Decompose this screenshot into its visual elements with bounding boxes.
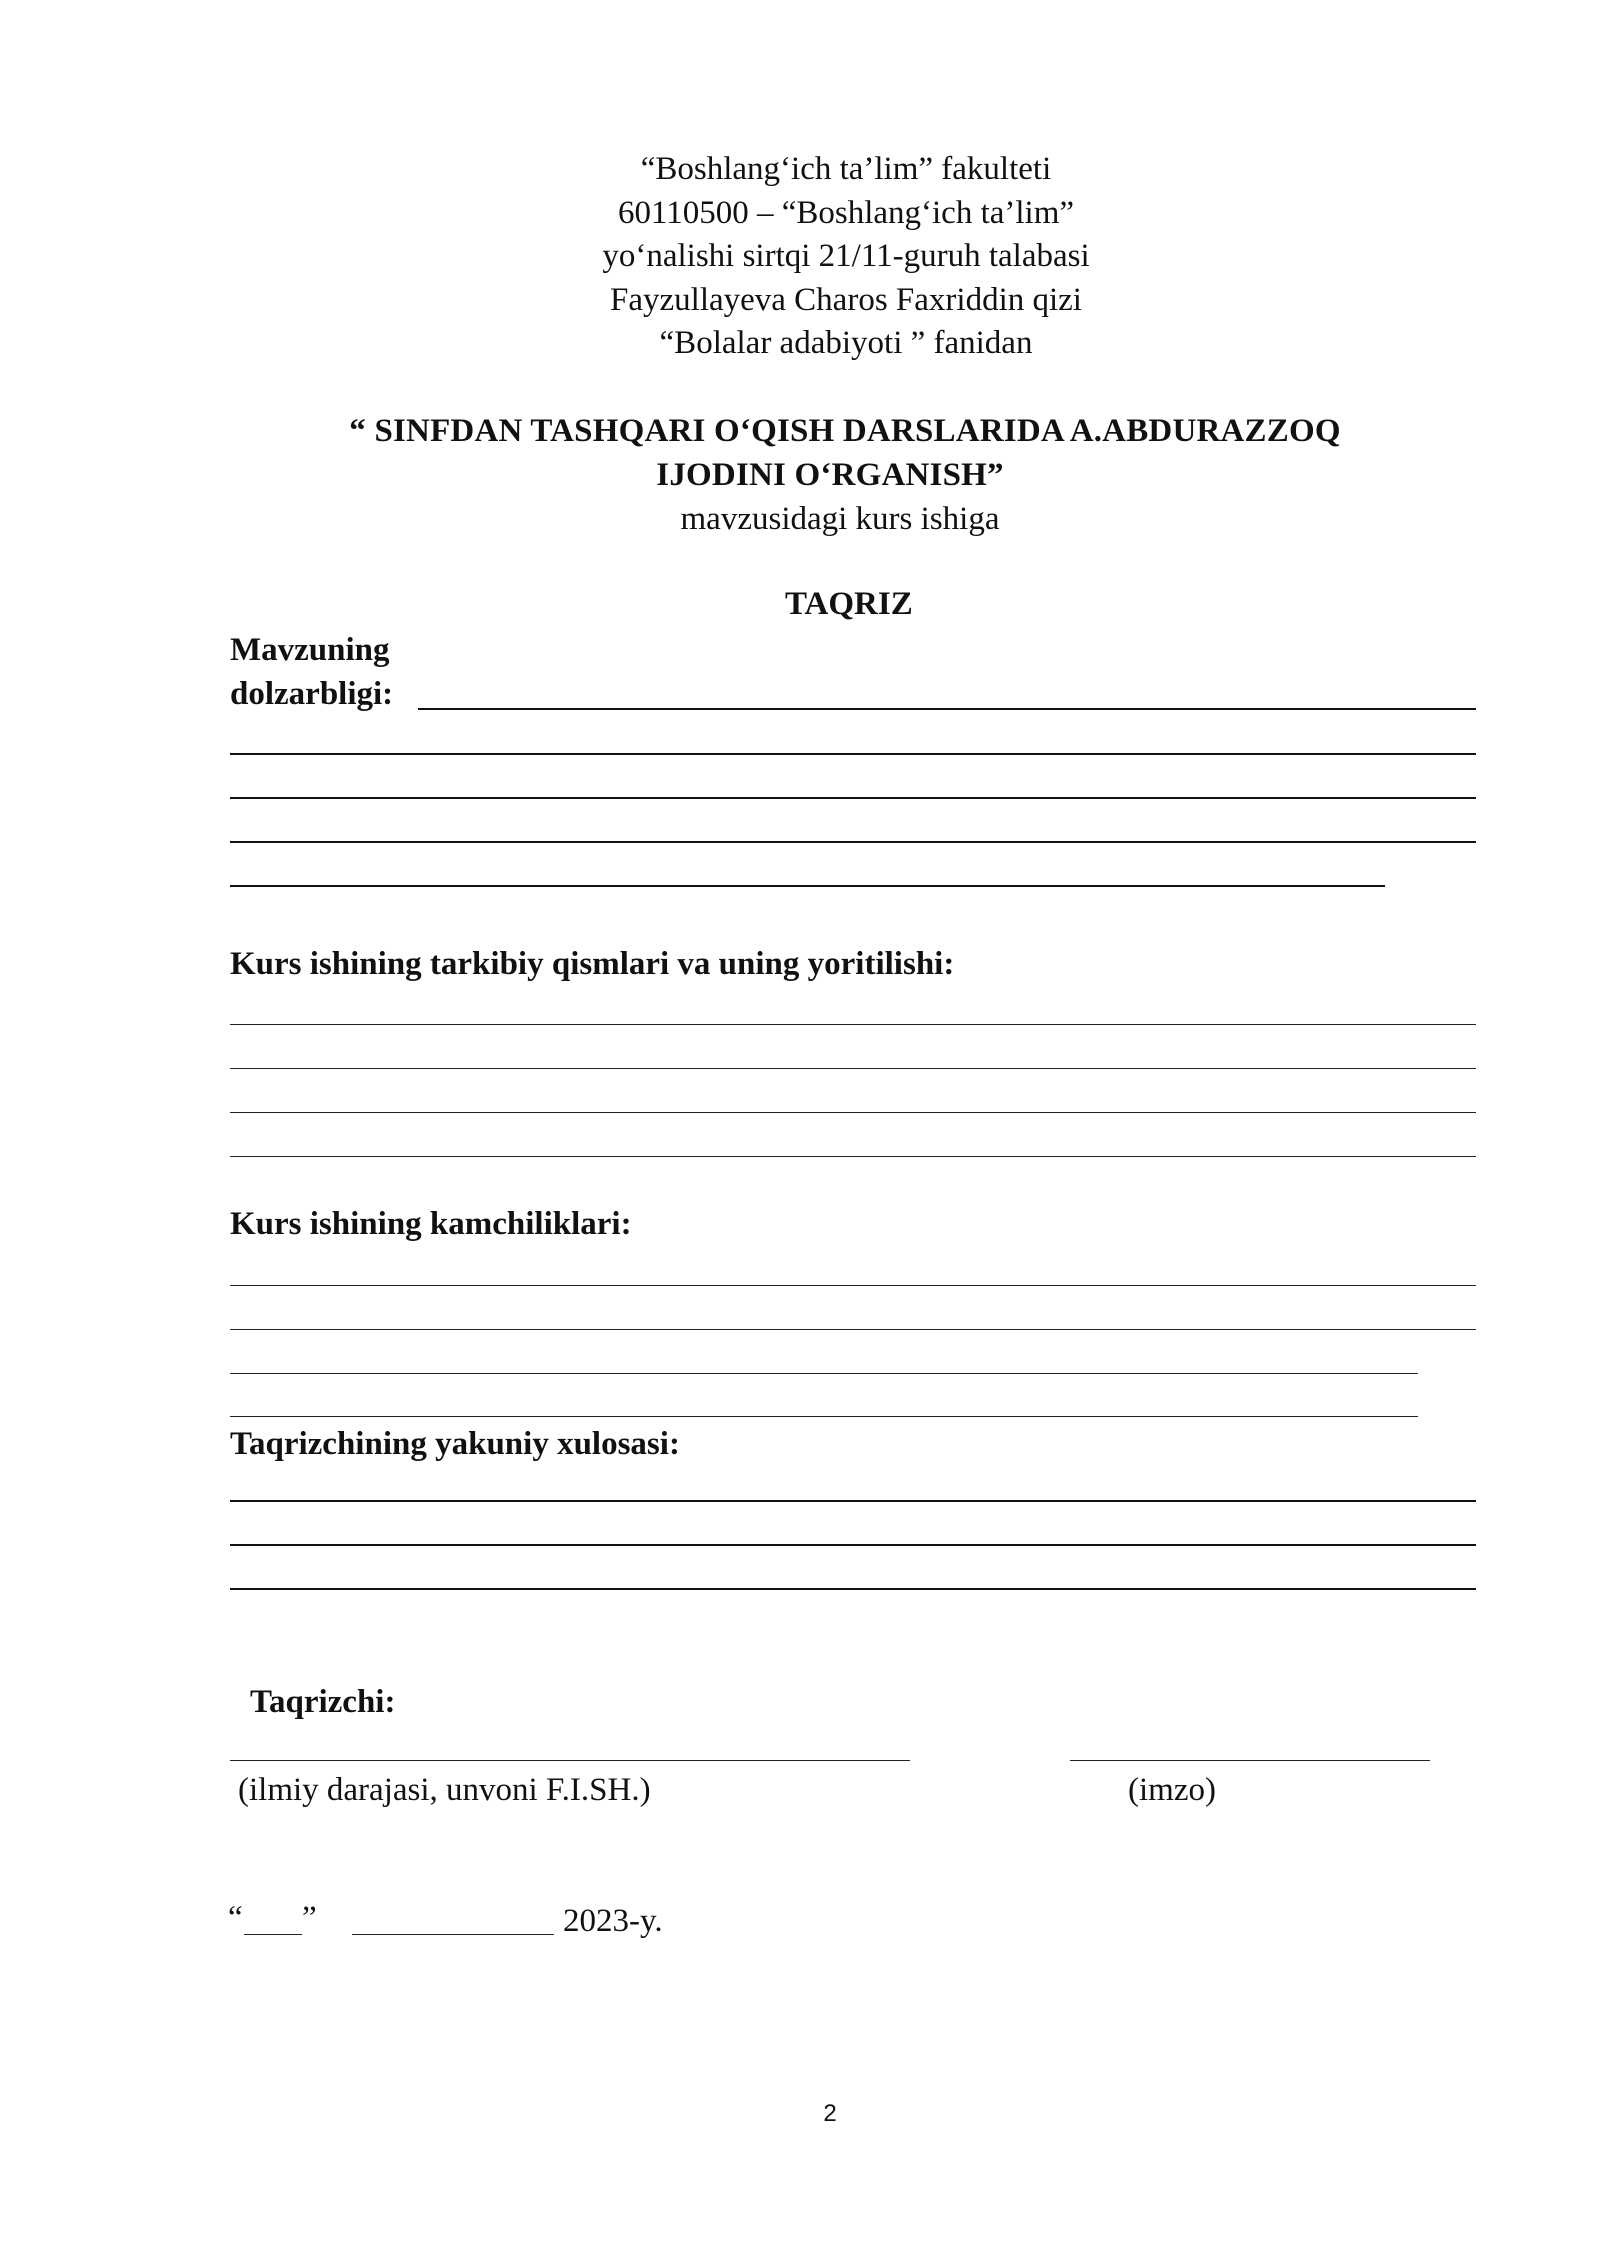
conclusion-fill-line <box>230 1500 1476 1502</box>
shortcomings-fill-line <box>230 1329 1476 1330</box>
relevance-fill-line <box>230 841 1476 843</box>
reviewer-signature-caption: (imzo) <box>1128 1772 1216 1808</box>
topic-title-line-1: “ SINFDAN TASHQARI O‘QISH DARSLARIDA A.ABDURAZZOQ <box>349 413 1341 449</box>
date-close-quote: ” <box>302 1900 317 1936</box>
page-number: 2 <box>823 2100 837 2127</box>
section-conclusion-label: Taqrizchining yakuniy xulosasi: <box>230 1426 680 1462</box>
topic-subtitle: mavzusidagi kurs ishiga <box>680 501 1000 537</box>
date-month-line <box>352 1934 554 1935</box>
structure-fill-line <box>230 1112 1476 1113</box>
section-structure-label: Kurs ishining tarkibiy qismlari va uning yoritilishi: <box>230 946 955 982</box>
topic-title-block <box>0 409 1600 541</box>
student-name-line: Fayzullayeva Charos Faxriddin qizi <box>610 281 1082 318</box>
relevance-fill-line <box>418 708 1476 710</box>
shortcomings-fill-line <box>230 1285 1476 1286</box>
subject-line: “Bolalar adabiyoti ” fanidan <box>659 325 1033 361</box>
header-block <box>0 148 1600 366</box>
relevance-fill-line <box>230 753 1476 755</box>
structure-fill-line <box>230 1068 1476 1069</box>
reviewer-label: Taqrizchi: <box>250 1684 396 1720</box>
shortcomings-fill-line <box>230 1416 1418 1417</box>
relevance-fill-line <box>230 797 1476 799</box>
shortcomings-fill-line <box>230 1373 1418 1374</box>
date-year: 2023-y. <box>563 1903 663 1939</box>
group-line: yo‘nalishi sirtqi 21/11-guruh talabasi <box>602 238 1090 274</box>
reviewer-name-caption: (ilmiy darajasi, unvoni F.I.SH.) <box>238 1772 651 1808</box>
topic-title-line-2: IJODINI O‘RGANISH” <box>656 457 1004 493</box>
conclusion-fill-line <box>230 1544 1476 1546</box>
structure-fill-line <box>230 1156 1476 1157</box>
structure-fill-line <box>230 1024 1476 1025</box>
program-line: 60110500 – “Boshlang‘ich ta’lim” <box>617 194 1075 231</box>
section-relevance-label-1: Mavzuning <box>230 632 390 668</box>
faculty-line: “Boshlang‘ich ta’lim” fakulteti <box>640 151 1052 187</box>
date-day-line <box>244 1934 302 1935</box>
date-open-quote: “ <box>228 1900 243 1936</box>
reviewer-signature-line <box>1070 1760 1430 1761</box>
review-heading: TAQRIZ <box>785 586 913 622</box>
relevance-fill-line <box>230 885 1385 887</box>
section-relevance-label-2: dolzarbligi: <box>230 676 394 712</box>
conclusion-fill-line <box>230 1588 1476 1590</box>
reviewer-name-line <box>230 1760 910 1761</box>
section-shortcomings-label: Kurs ishining kamchiliklari: <box>230 1206 632 1242</box>
